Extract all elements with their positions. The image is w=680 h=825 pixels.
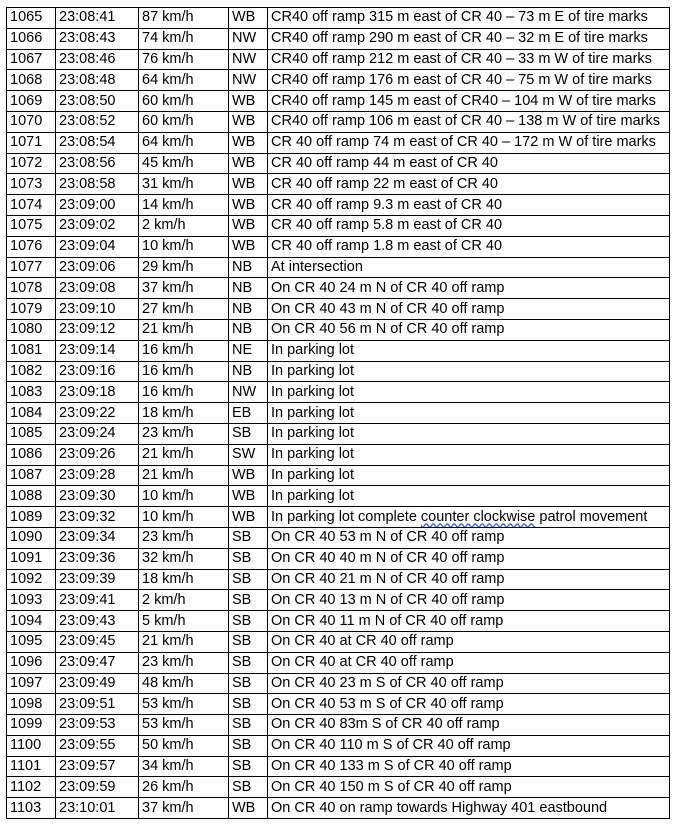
table-row — [7, 403, 670, 424]
record-id-cell: 1068 — [7, 70, 56, 91]
direction-cell: WB — [229, 8, 268, 29]
time-cell: 23:09:00 — [56, 195, 139, 216]
time-cell: 23:08:50 — [56, 91, 139, 112]
table-row — [7, 174, 670, 195]
direction-cell: SB — [229, 631, 268, 652]
direction-cell: WB — [229, 195, 268, 216]
table-row — [7, 340, 670, 361]
direction-cell: SB — [229, 715, 268, 736]
table-row — [7, 153, 670, 174]
location-cell: On CR 40 13 m N of CR 40 off ramp — [268, 590, 670, 611]
time-cell: 23:09:53 — [56, 715, 139, 736]
speed-cell: 27 km/h — [139, 299, 229, 320]
table-row — [7, 735, 670, 756]
record-id-cell: 1078 — [7, 278, 56, 299]
location-cell: On CR 40 43 m N of CR 40 off ramp — [268, 299, 670, 320]
speed-cell: 34 km/h — [139, 756, 229, 777]
table-row — [7, 569, 670, 590]
time-cell: 23:08:46 — [56, 49, 139, 70]
direction-cell: SW — [229, 444, 268, 465]
record-id-cell: 1101 — [7, 756, 56, 777]
location-cell: CR 40 off ramp 74 m east of CR 40 – 172 m W of tire marks — [268, 132, 670, 153]
direction-cell: NE — [229, 340, 268, 361]
record-id-cell: 1094 — [7, 611, 56, 632]
direction-cell: SB — [229, 777, 268, 798]
speed-cell: 21 km/h — [139, 444, 229, 465]
time-cell: 23:08:48 — [56, 70, 139, 91]
direction-cell: SB — [229, 756, 268, 777]
table-row — [7, 694, 670, 715]
time-cell: 23:09:51 — [56, 694, 139, 715]
location-cell: CR40 off ramp 176 m east of CR 40 – 75 m W of tire marks — [268, 70, 670, 91]
direction-cell: WB — [229, 111, 268, 132]
speed-cell: 53 km/h — [139, 715, 229, 736]
record-id-cell: 1083 — [7, 382, 56, 403]
location-cell: On CR 40 40 m N of CR 40 off ramp — [268, 548, 670, 569]
direction-cell: SB — [229, 673, 268, 694]
speed-cell: 26 km/h — [139, 777, 229, 798]
time-cell: 23:08:52 — [56, 111, 139, 132]
time-cell: 23:09:14 — [56, 340, 139, 361]
speed-cell: 60 km/h — [139, 111, 229, 132]
record-id-cell: 1087 — [7, 465, 56, 486]
table-row — [7, 715, 670, 736]
table-row — [7, 382, 670, 403]
record-id-cell: 1102 — [7, 777, 56, 798]
time-cell: 23:08:58 — [56, 174, 139, 195]
speed-cell: 64 km/h — [139, 132, 229, 153]
time-cell: 23:09:55 — [56, 735, 139, 756]
location-text: In parking lot complete — [271, 508, 417, 525]
direction-cell: NW — [229, 49, 268, 70]
table-row — [7, 673, 670, 694]
table-row — [7, 278, 670, 299]
time-cell: 23:09:16 — [56, 361, 139, 382]
location-cell: CR40 off ramp 212 m east of CR 40 – 33 m W of tire marks — [268, 49, 670, 70]
record-id-cell: 1099 — [7, 715, 56, 736]
direction-cell: WB — [229, 507, 268, 528]
location-cell: On CR 40 56 m N of CR 40 off ramp — [268, 319, 670, 340]
table-row — [7, 111, 670, 132]
table-row — [7, 8, 670, 29]
record-id-cell: 1091 — [7, 548, 56, 569]
speed-cell: 37 km/h — [139, 278, 229, 299]
table-row — [7, 777, 670, 798]
time-cell: 23:09:10 — [56, 299, 139, 320]
table-row — [7, 527, 670, 548]
direction-cell: NW — [229, 28, 268, 49]
time-cell: 23:09:32 — [56, 507, 139, 528]
table-row — [7, 507, 670, 528]
direction-cell: NB — [229, 319, 268, 340]
location-cell: On CR 40 at CR 40 off ramp — [268, 652, 670, 673]
speed-cell: 76 km/h — [139, 49, 229, 70]
table-row — [7, 444, 670, 465]
speed-cell: 29 km/h — [139, 257, 229, 278]
speed-cell: 23 km/h — [139, 423, 229, 444]
time-cell: 23:08:56 — [56, 153, 139, 174]
direction-cell: NB — [229, 278, 268, 299]
location-cell: On CR 40 150 m S of CR 40 off ramp — [268, 777, 670, 798]
table-row — [7, 465, 670, 486]
record-id-cell: 1093 — [7, 590, 56, 611]
time-cell: 23:09:49 — [56, 673, 139, 694]
record-id-cell: 1080 — [7, 319, 56, 340]
location-cell: On CR 40 110 m S of CR 40 off ramp — [268, 735, 670, 756]
table-row — [7, 70, 670, 91]
time-cell: 23:09:47 — [56, 652, 139, 673]
speed-cell: 18 km/h — [139, 569, 229, 590]
direction-cell: WB — [229, 465, 268, 486]
gps-log-body — [7, 8, 670, 819]
speed-cell: 64 km/h — [139, 70, 229, 91]
speed-cell: 74 km/h — [139, 28, 229, 49]
direction-cell: SB — [229, 694, 268, 715]
location-cell: In parking lot — [268, 486, 670, 507]
direction-cell: WB — [229, 91, 268, 112]
record-id-cell: 1082 — [7, 361, 56, 382]
time-cell: 23:08:41 — [56, 8, 139, 29]
record-id-cell: 1086 — [7, 444, 56, 465]
location-cell: CR 40 off ramp 9.3 m east of CR 40 — [268, 195, 670, 216]
direction-cell: WB — [229, 132, 268, 153]
record-id-cell: 1084 — [7, 403, 56, 424]
time-cell: 23:09:30 — [56, 486, 139, 507]
location-cell: CR40 off ramp 290 m east of CR 40 – 32 m E of tire marks — [268, 28, 670, 49]
direction-cell: WB — [229, 153, 268, 174]
table-row — [7, 756, 670, 777]
direction-cell: SB — [229, 590, 268, 611]
record-id-cell: 1100 — [7, 735, 56, 756]
speed-cell: 16 km/h — [139, 382, 229, 403]
table-row — [7, 132, 670, 153]
speed-cell: 37 km/h — [139, 798, 229, 819]
time-cell: 23:09:02 — [56, 215, 139, 236]
direction-cell: NW — [229, 70, 268, 91]
speed-cell: 23 km/h — [139, 527, 229, 548]
time-cell: 23:10:01 — [56, 798, 139, 819]
location-cell: On CR 40 24 m N of CR 40 off ramp — [268, 278, 670, 299]
record-id-cell: 1076 — [7, 236, 56, 257]
time-cell: 23:08:54 — [56, 132, 139, 153]
time-cell: 23:09:34 — [56, 527, 139, 548]
record-id-cell: 1067 — [7, 49, 56, 70]
time-cell: 23:09:45 — [56, 631, 139, 652]
table-row — [7, 28, 670, 49]
location-cell: In parking lot — [268, 382, 670, 403]
record-id-cell: 1095 — [7, 631, 56, 652]
record-id-cell: 1071 — [7, 132, 56, 153]
time-cell: 23:09:39 — [56, 569, 139, 590]
location-cell: CR40 off ramp 106 m east of CR 40 – 138 m W of tire marks — [268, 111, 670, 132]
location-cell: On CR 40 at CR 40 off ramp — [268, 631, 670, 652]
speed-cell: 53 km/h — [139, 694, 229, 715]
location-cell — [268, 507, 670, 528]
speed-cell: 60 km/h — [139, 91, 229, 112]
speed-cell: 23 km/h — [139, 652, 229, 673]
record-id-cell: 1092 — [7, 569, 56, 590]
speed-cell: 48 km/h — [139, 673, 229, 694]
location-cell: CR 40 off ramp 1.8 m east of CR 40 — [268, 236, 670, 257]
location-cell: On CR 40 23 m S of CR 40 off ramp — [268, 673, 670, 694]
location-cell: At intersection — [268, 257, 670, 278]
record-id-cell: 1074 — [7, 195, 56, 216]
direction-cell: WB — [229, 215, 268, 236]
location-cell: In parking lot — [268, 340, 670, 361]
speed-cell: 2 km/h — [139, 215, 229, 236]
speed-cell: 10 km/h — [139, 486, 229, 507]
direction-cell: SB — [229, 569, 268, 590]
location-cell: On CR 40 133 m S of CR 40 off ramp — [268, 756, 670, 777]
table-row — [7, 257, 670, 278]
location-cell: On CR 40 53 m N of CR 40 off ramp — [268, 527, 670, 548]
location-cell: In parking lot — [268, 444, 670, 465]
table-row — [7, 299, 670, 320]
table-row — [7, 236, 670, 257]
spellcheck-underlined-text: counter clockwise — [420, 508, 536, 525]
record-id-cell: 1098 — [7, 694, 56, 715]
location-cell: CR40 off ramp 145 m east of CR40 – 104 m W of tire marks — [268, 91, 670, 112]
direction-cell: SB — [229, 735, 268, 756]
location-cell: On CR 40 53 m S of CR 40 off ramp — [268, 694, 670, 715]
time-cell: 23:09:24 — [56, 423, 139, 444]
record-id-cell: 1088 — [7, 486, 56, 507]
table-row — [7, 652, 670, 673]
speed-cell: 10 km/h — [139, 507, 229, 528]
direction-cell: WB — [229, 798, 268, 819]
record-id-cell: 1065 — [7, 8, 56, 29]
table-row — [7, 798, 670, 819]
speed-cell: 14 km/h — [139, 195, 229, 216]
table-row — [7, 215, 670, 236]
record-id-cell: 1079 — [7, 299, 56, 320]
direction-cell: SB — [229, 548, 268, 569]
table-row — [7, 49, 670, 70]
direction-cell: NB — [229, 361, 268, 382]
record-id-cell: 1075 — [7, 215, 56, 236]
record-id-cell: 1081 — [7, 340, 56, 361]
location-cell: In parking lot — [268, 465, 670, 486]
speed-cell: 16 km/h — [139, 361, 229, 382]
time-cell: 23:09:59 — [56, 777, 139, 798]
location-cell: CR 40 off ramp 22 m east of CR 40 — [268, 174, 670, 195]
direction-cell: SB — [229, 611, 268, 632]
record-id-cell: 1103 — [7, 798, 56, 819]
speed-cell: 45 km/h — [139, 153, 229, 174]
direction-cell: NB — [229, 257, 268, 278]
table-row — [7, 319, 670, 340]
time-cell: 23:09:12 — [56, 319, 139, 340]
table-row — [7, 423, 670, 444]
table-row — [7, 195, 670, 216]
location-cell: In parking lot — [268, 423, 670, 444]
direction-cell: SB — [229, 652, 268, 673]
direction-cell: WB — [229, 486, 268, 507]
record-id-cell: 1097 — [7, 673, 56, 694]
location-cell: CR 40 off ramp 5.8 m east of CR 40 — [268, 215, 670, 236]
speed-cell: 16 km/h — [139, 340, 229, 361]
location-cell: CR40 off ramp 315 m east of CR 40 – 73 m E of tire marks — [268, 8, 670, 29]
speed-cell: 21 km/h — [139, 631, 229, 652]
table-row — [7, 548, 670, 569]
direction-cell: WB — [229, 174, 268, 195]
time-cell: 23:09:18 — [56, 382, 139, 403]
speed-cell: 5 km/h — [139, 611, 229, 632]
location-cell: On CR 40 11 m N of CR 40 off ramp — [268, 611, 670, 632]
time-cell: 23:09:41 — [56, 590, 139, 611]
speed-cell: 32 km/h — [139, 548, 229, 569]
time-cell: 23:09:04 — [56, 236, 139, 257]
record-id-cell: 1072 — [7, 153, 56, 174]
table-row — [7, 361, 670, 382]
table-row — [7, 91, 670, 112]
location-cell: On CR 40 83m S of CR 40 off ramp — [268, 715, 670, 736]
speed-cell: 21 km/h — [139, 319, 229, 340]
direction-cell: NB — [229, 299, 268, 320]
time-cell: 23:09:22 — [56, 403, 139, 424]
time-cell: 23:09:43 — [56, 611, 139, 632]
record-id-cell: 1077 — [7, 257, 56, 278]
location-cell: On CR 40 on ramp towards Highway 401 eastbound — [268, 798, 670, 819]
direction-cell: SB — [229, 527, 268, 548]
time-cell: 23:09:26 — [56, 444, 139, 465]
speed-cell: 21 km/h — [139, 465, 229, 486]
time-cell: 23:09:36 — [56, 548, 139, 569]
time-cell: 23:09:08 — [56, 278, 139, 299]
record-id-cell: 1073 — [7, 174, 56, 195]
record-id-cell: 1085 — [7, 423, 56, 444]
direction-cell: WB — [229, 236, 268, 257]
speed-cell: 18 km/h — [139, 403, 229, 424]
record-id-cell: 1069 — [7, 91, 56, 112]
record-id-cell: 1070 — [7, 111, 56, 132]
location-cell: On CR 40 21 m N of CR 40 off ramp — [268, 569, 670, 590]
location-text-tail: patrol movement — [539, 508, 648, 525]
time-cell: 23:09:28 — [56, 465, 139, 486]
table-row — [7, 590, 670, 611]
speed-cell: 2 km/h — [139, 590, 229, 611]
time-cell: 23:09:06 — [56, 257, 139, 278]
record-id-cell: 1089 — [7, 507, 56, 528]
gps-log-table — [6, 7, 670, 819]
direction-cell: SB — [229, 423, 268, 444]
speed-cell: 10 km/h — [139, 236, 229, 257]
location-cell: In parking lot — [268, 403, 670, 424]
direction-cell: NW — [229, 382, 268, 403]
record-id-cell: 1066 — [7, 28, 56, 49]
table-row — [7, 631, 670, 652]
direction-cell: EB — [229, 403, 268, 424]
location-cell: CR 40 off ramp 44 m east of CR 40 — [268, 153, 670, 174]
time-cell: 23:09:57 — [56, 756, 139, 777]
time-cell: 23:08:43 — [56, 28, 139, 49]
speed-cell: 87 km/h — [139, 8, 229, 29]
table-row — [7, 486, 670, 507]
record-id-cell: 1090 — [7, 527, 56, 548]
speed-cell: 50 km/h — [139, 735, 229, 756]
record-id-cell: 1096 — [7, 652, 56, 673]
speed-cell: 31 km/h — [139, 174, 229, 195]
table-row — [7, 611, 670, 632]
location-cell: In parking lot — [268, 361, 670, 382]
